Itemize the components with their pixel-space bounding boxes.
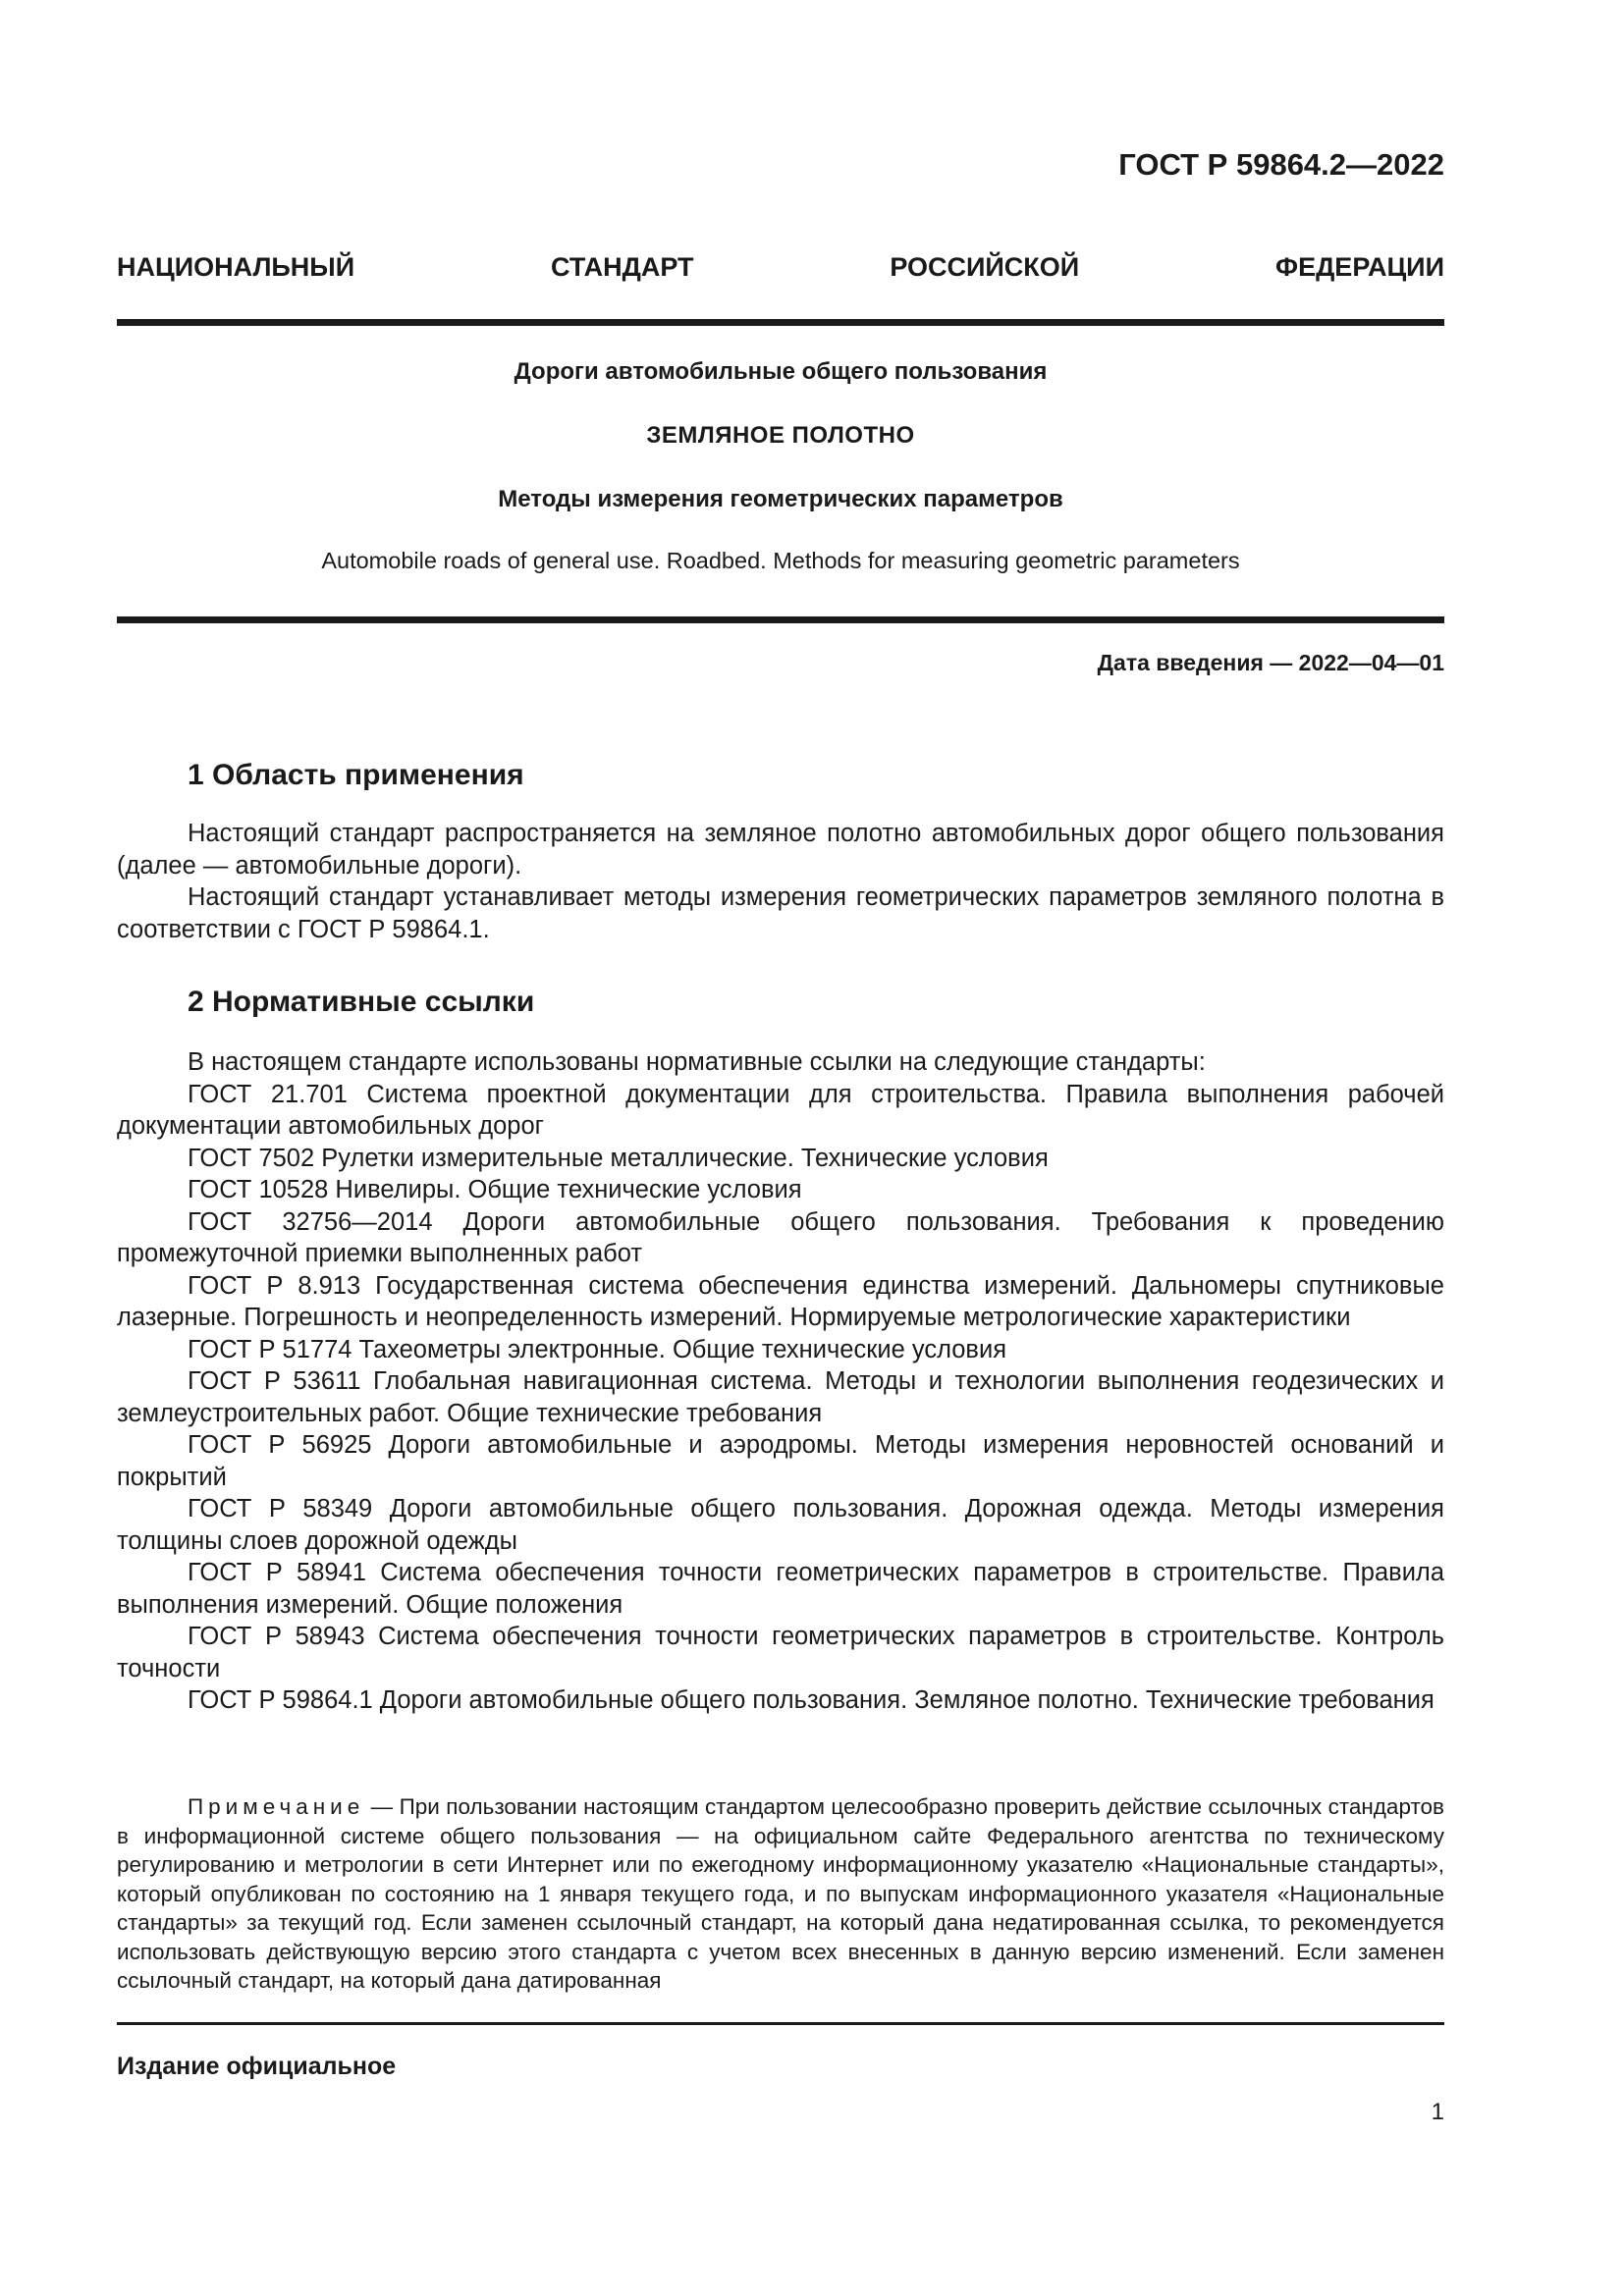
- reference-item: ГОСТ Р 58941 Система обеспечения точности геометрических параметров в строительстве. Правила выполнения измерений. Общие положения: [117, 1559, 1444, 1619]
- reference-item: ГОСТ Р 8.913 Государственная система обеспечения единства измерений. Дальномеры спутниковые лазерные. Погрешность и неопределенность измерений. Нормируемые метрологические характеристики: [117, 1271, 1444, 1331]
- title-rule: [117, 616, 1444, 623]
- title-line-2: ЗЕМЛЯНОЕ ПОЛОТНО: [646, 422, 915, 449]
- section-1-body: [117, 818, 1444, 945]
- note-label: Примечание: [188, 1794, 365, 1819]
- reference-item: ГОСТ 32756—2014 Дороги автомобильные общего пользования. Требования к проведению промежуточной приемки выполненных работ: [117, 1207, 1444, 1267]
- reference-intro: В настоящем стандарте использованы нормативные ссылки на следующие стандарты:: [188, 1048, 1206, 1076]
- reference-note: [117, 1792, 1444, 1996]
- page-number: 1: [1431, 2099, 1444, 2125]
- section-1-paragraph: Настоящий стандарт распространяется на земляное полотно автомобильных дорог общего пользования (далее — автомобильные дороги).: [117, 820, 1444, 880]
- edition-label: Издание официальное: [117, 2053, 397, 2080]
- reference-item: ГОСТ Р 53611 Глобальная навигационная система. Методы и технологии выполнения геодезических и землеустроительных работ. Общие технические требования: [117, 1367, 1444, 1427]
- note-text: — При пользовании настоящим стандартом целесообразно проверить действие ссылочных стандартов в информационной системе общего пользования — на официальном сайте Федерального агентства по техническому регулированию и метрологии в сети Интернет или по ежегодному информационному указателю «Национальные стандарты», который опубликован по состоянию на 1 января текущего года, и по выпускам информационного указателя «Национальные стандарты» за текущий год. Если заменен ссылочный стандарт, на который дана недатированная ссылка, то рекомендуется использовать действующую версию этого стандарта с учетом всех внесенных в данную версию изменений. Если заменен ссылочный стандарт, на который дана датированная: [117, 1794, 1444, 1993]
- section-1-heading: 1 Область применения: [188, 759, 524, 791]
- reference-item: ГОСТ Р 51774 Тахеометры электронные. Общие технические условия: [188, 1335, 1007, 1363]
- reference-item: ГОСТ 7502 Рулетки измерительные металлические. Технические условия: [188, 1144, 1049, 1172]
- section-2-body: [117, 1046, 1444, 1717]
- reference-item: ГОСТ 10528 Нивелиры. Общие технические условия: [188, 1176, 802, 1203]
- header-rule: [117, 319, 1444, 326]
- title-line-1: Дороги автомобильные общего пользования: [514, 358, 1048, 385]
- reference-item: ГОСТ Р 58349 Дороги автомобильные общего пользования. Дорожная одежда. Методы измерения толщины слоев дорожной одежды: [117, 1495, 1444, 1555]
- standard-designation: ГОСТ Р 59864.2—2022: [1118, 147, 1444, 182]
- title-line-3: Методы измерения геометрических параметров: [498, 486, 1063, 512]
- national-standard-banner: НАЦИОНАЛЬНЫЙ СТАНДАРТ РОССИЙСКОЙ ФЕДЕРАЦИИ: [117, 252, 1444, 282]
- footer-rule: [117, 2022, 1444, 2025]
- reference-item: ГОСТ 21.701 Система проектной документации для строительства. Правила выполнения рабочей документации автомобильных дорог: [117, 1080, 1444, 1140]
- reference-item: ГОСТ Р 58943 Система обеспечения точности геометрических параметров в строительстве. Контроль точности: [117, 1623, 1444, 1682]
- reference-item: ГОСТ Р 56925 Дороги автомобильные и аэродромы. Методы измерения неровностей оснований и покрытий: [117, 1431, 1444, 1491]
- section-1-paragraph: Настоящий стандарт устанавливает методы измерения геометрических параметров земляного полотна в соответствии с ГОСТ Р 59864.1.: [117, 883, 1444, 943]
- intro-date: Дата введения — 2022—04—01: [1097, 650, 1444, 675]
- section-2-heading: 2 Нормативные ссылки: [188, 986, 535, 1018]
- title-english: Automobile roads of general use. Roadbed. Methods for measuring geometric parameters: [321, 548, 1240, 573]
- reference-item: ГОСТ Р 59864.1 Дороги автомобильные общего пользования. Земляное полотно. Технические требования: [188, 1686, 1435, 1714]
